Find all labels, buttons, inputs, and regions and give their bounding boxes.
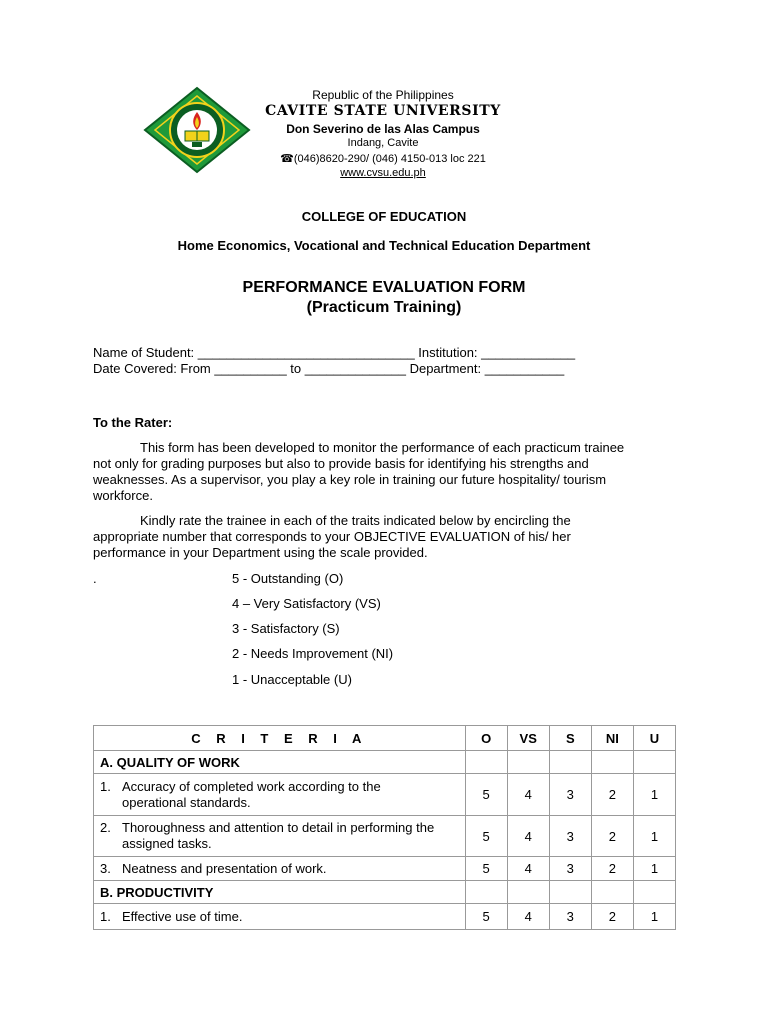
student-info-line[interactable]: Name of Student: ______________________________ Institution: _____________: [93, 345, 576, 360]
empty-cell: [549, 751, 591, 774]
criterion-text: assigned tasks.: [122, 836, 212, 851]
intro-line: This form has been developed to monitor the performance of each practicum trainee: [140, 440, 625, 455]
score-2[interactable]: 2: [591, 904, 633, 930]
empty-cell: [633, 881, 675, 904]
criterion-cell: [94, 857, 466, 881]
rater-heading: To the Rater:: [93, 415, 173, 430]
section-title: B. PRODUCTIVITY: [94, 881, 466, 904]
empty-cell: [465, 751, 507, 774]
criteria-header: C R I T E R I A: [94, 726, 466, 751]
header-phone: ☎(046)8620-290/ (046) 4150-013 loc 221: [280, 153, 486, 165]
table-row: [94, 816, 676, 857]
table-row: [94, 857, 676, 881]
score-2[interactable]: 2: [591, 774, 633, 816]
criterion-text: Neatness and presentation of work.: [122, 860, 327, 876]
scale-item-5: 5 - Outstanding (O): [232, 571, 344, 586]
header-campus: Don Severino de las Alas Campus: [286, 122, 480, 136]
score-3[interactable]: 3: [549, 816, 591, 857]
rating-header-vs: VS: [507, 726, 549, 751]
empty-cell: [633, 751, 675, 774]
form-subtitle: (Practicum Training): [306, 299, 462, 316]
criterion-text: Accuracy of completed work according to the: [122, 778, 381, 794]
header-town: Indang, Cavite: [347, 137, 419, 149]
empty-cell: [591, 751, 633, 774]
empty-cell: [465, 881, 507, 904]
rating-header-u: U: [633, 726, 675, 751]
header-website-link[interactable]: www.cvsu.edu.ph: [340, 167, 426, 179]
score-1[interactable]: 1: [633, 816, 675, 857]
score-4[interactable]: 4: [507, 904, 549, 930]
empty-cell: [549, 881, 591, 904]
criterion-number: 1.: [100, 908, 111, 924]
intro-paragraph: [93, 440, 693, 504]
criterion-number: 1.: [100, 778, 111, 794]
header-university: CAVITE STATE UNIVERSITY: [265, 103, 501, 119]
intro-line: not only for grading purposes but also to provide basis for identifying his strengths and: [93, 456, 589, 471]
instruction-line: performance in your Department using the scale provided.: [93, 545, 428, 560]
scale-item-4: 4 – Very Satisfactory (VS): [232, 596, 381, 611]
score-5[interactable]: 5: [465, 904, 507, 930]
score-4[interactable]: 4: [507, 857, 549, 881]
scale-item-1: 1 - Unacceptable (U): [232, 672, 352, 687]
criterion-cell: [94, 816, 466, 857]
score-3[interactable]: 3: [549, 904, 591, 930]
rating-header-ni: NI: [591, 726, 633, 751]
intro-line: weaknesses. As a supervisor, you play a key role in training our future hospitality/ tourism: [93, 472, 607, 487]
instruction-paragraph: [93, 513, 693, 561]
criterion-text: operational standards.: [122, 794, 251, 810]
date-covered-line[interactable]: Date Covered: From __________ to ______________ Department: ___________: [93, 361, 565, 376]
score-4[interactable]: 4: [507, 816, 549, 857]
criterion-number: 2.: [100, 820, 111, 835]
section-row: [94, 751, 676, 774]
empty-cell: [591, 881, 633, 904]
form-title: PERFORMANCE EVALUATION FORM: [242, 279, 526, 296]
criterion-text: Effective use of time.: [122, 908, 243, 924]
score-4[interactable]: 4: [507, 774, 549, 816]
score-2[interactable]: 2: [591, 857, 633, 881]
score-3[interactable]: 3: [549, 857, 591, 881]
instruction-line: appropriate number that corresponds to your OBJECTIVE EVALUATION of his/ her: [93, 529, 571, 544]
score-2[interactable]: 2: [591, 816, 633, 857]
rating-header-o: O: [465, 726, 507, 751]
table-row: [94, 774, 676, 816]
college-name: COLLEGE OF EDUCATION: [301, 209, 467, 224]
score-5[interactable]: 5: [465, 857, 507, 881]
intro-line: workforce.: [93, 488, 153, 503]
score-1[interactable]: 1: [633, 774, 675, 816]
table-row: [94, 904, 676, 930]
criterion-cell: [94, 774, 466, 816]
department-name: Home Economics, Vocational and Technical Education Department: [177, 238, 591, 253]
score-3[interactable]: 3: [549, 774, 591, 816]
scale-item-3: 3 - Satisfactory (S): [232, 621, 340, 636]
rating-header-s: S: [549, 726, 591, 751]
section-row: [94, 881, 676, 904]
table-header-row: [94, 726, 676, 751]
header-republic: Republic of the Philippines: [312, 88, 454, 102]
score-5[interactable]: 5: [465, 816, 507, 857]
criteria-table: [93, 725, 676, 930]
empty-cell: [507, 881, 549, 904]
empty-cell: [507, 751, 549, 774]
instruction-line: Kindly rate the trainee in each of the traits indicated below by encircling the: [140, 513, 571, 528]
criterion-number: 3.: [100, 860, 111, 876]
scale-item-2: 2 - Needs Improvement (NI): [232, 646, 394, 661]
stray-dot: .: [93, 571, 97, 586]
criterion-text: Thoroughness and attention to detail in performing the: [122, 820, 435, 835]
score-5[interactable]: 5: [465, 774, 507, 816]
score-1[interactable]: 1: [633, 904, 675, 930]
section-title: A. QUALITY OF WORK: [94, 751, 466, 774]
score-1[interactable]: 1: [633, 857, 675, 881]
criterion-cell: [94, 904, 466, 930]
